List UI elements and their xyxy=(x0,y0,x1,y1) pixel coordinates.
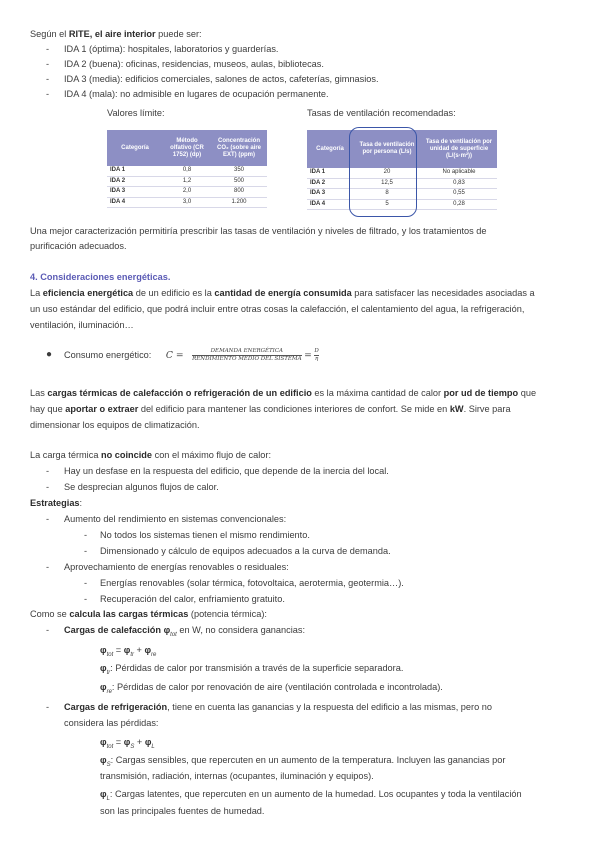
refrigeracion-def-latente-2: son las principales fuentes de humedad. xyxy=(100,806,265,816)
eficiencia-line-1: La eficiencia energética de un edificio es la cantidad de energía consumida para satisfacer las necesidades asociadas a xyxy=(30,288,535,298)
list-item: No todos los sistemas tienen el mismo rendimiento. xyxy=(100,530,310,540)
calefaccion-def-1: $\varphi_{tr}$: Pérdidas de calor por transmisión a través de la superficie separadora. xyxy=(100,663,404,676)
table-header: Categoría xyxy=(107,130,163,166)
consumo-formula: Consumo energético: C = $\frac{\text{DEMANDA ENERGÉTICA}}{\text{RENDIMIENTO MEDIO DEL SISTEMA}}$ = $\frac{D}{\eta}$ xyxy=(64,348,319,363)
refrigeracion-def-latente-1: $\varphi_L$: Cargas latentes, que repercuten en un aumento de la humedad. Los ocupantes y toda la ventilación xyxy=(100,789,522,802)
paragraph-caracterizacion-1: Una mejor caracterización permitiría prescribir las tasas de ventilación y niveles de filtrado, y los tratamientos de xyxy=(30,226,487,236)
refrigeracion-equation: $\varphi_{tot} = \varphi_S + \varphi_L$ xyxy=(100,737,155,750)
highlight-circle xyxy=(349,127,417,217)
list-item: IDA 2 (buena): oficinas, residencias, museos, aulas, bibliotecas. xyxy=(64,59,324,69)
table-valores-limite xyxy=(107,130,267,208)
calculo-line: Como se calcula las cargas térmicas (potencia térmica): xyxy=(30,609,267,619)
eficiencia-line-2: un uso estándar del edificio, que podrá incluir entre otras cosas la calefacción, el calentamiento del agua, la refrigeración, xyxy=(30,304,525,314)
table-row: IDA 4 5 0,28 xyxy=(307,199,497,210)
refrigeracion-def-sensible-2: transmisión, radiación, internas (ocupantes, iluminación y equipos). xyxy=(100,771,374,781)
table-row: IDA 2 1,2 500 xyxy=(107,176,267,187)
list-item: IDA 1 (óptima): hospitales, laboratorios y guarderías. xyxy=(64,44,279,54)
table-header: Tasa de ventilación por unidad de superficie (L/(s·m²)) xyxy=(421,130,497,168)
bullet-dot: ● xyxy=(46,349,53,360)
table-row: IDA 4 3,0 1.200 xyxy=(107,197,267,208)
list-item: IDA 3 (media): edificios comerciales, salones de actos, cafeterías, gimnasios. xyxy=(64,74,379,84)
no-coincide-line: La carga térmica no coincide con el máximo flujo de calor: xyxy=(30,450,272,460)
list-item: Recuperación del calor, enfriamiento gratuito. xyxy=(100,594,285,604)
calefaccion-equation: $\varphi_{tot} = \varphi_{tr} + \varphi_{re}$ xyxy=(100,645,157,658)
table2-caption: Tasas de ventilación recomendadas: xyxy=(307,108,456,118)
refrigeracion-def-sensible-1: $\varphi_S$: Cargas sensibles, que repercuten en un aumento de la temperatura. Incluyen las ganancias por xyxy=(100,755,506,768)
calefaccion-line: Cargas de calefacción $\varphi_{tot}$ en W, no considera ganancias: xyxy=(64,625,306,638)
refrigeracion-line-2: considera las pérdidas: xyxy=(64,718,159,728)
list-item: IDA 4 (mala): no admisible en lugares de ocupación permanente. xyxy=(64,89,329,99)
table-row: IDA 3 2,0 800 xyxy=(107,187,267,198)
list-item: Dimensionado y cálculo de equipos adecuados a la curva de demanda. xyxy=(100,546,391,556)
list-item: Se desprecian algunos flujos de calor. xyxy=(64,482,219,492)
table-row: IDA 1 20 No aplicable xyxy=(307,168,497,178)
table-row: IDA 1 0,8 350 xyxy=(107,166,267,176)
paragraph-caracterizacion-2: purificación adecuados. xyxy=(30,241,127,251)
table-header: Método olfativo (CR 1752) (dp) xyxy=(163,130,211,166)
eficiencia-line-3: ventilación, iluminación… xyxy=(30,320,134,330)
table-row: IDA 3 8 0,55 xyxy=(307,189,497,200)
cargas-line-1: Las cargas térmicas de calefacción o refrigeración de un edificio es la máxima cantidad de calor por ud de tiempo que xyxy=(30,388,537,398)
intro-line: Según el RITE, el aire interior puede ser: xyxy=(30,29,202,39)
table1-caption: Valores límite: xyxy=(107,108,165,118)
table-row: IDA 2 12,5 0,83 xyxy=(307,178,497,189)
list-item: Energías renovables (solar térmica, fotovoltaica, aerotermia, geotermia…). xyxy=(100,578,404,588)
calefaccion-def-2: $\varphi_{re}$: Pérdidas de calor por renovación de aire (ventilación controlada e incontrolada). xyxy=(100,682,443,695)
table-header: Categoría xyxy=(307,130,353,168)
list-item: Aumento del rendimiento en sistemas convencionales: xyxy=(64,514,287,524)
table-header: Tasa de ventilación por persona (L/s) xyxy=(353,130,421,168)
table-header: Concentración CO₂ (sobre aire EXT) (ppm) xyxy=(211,130,267,166)
cargas-line-3: dimensionar los equipos de climatización. xyxy=(30,420,200,430)
estrategias-title: Estrategias: xyxy=(30,498,83,508)
cargas-line-2: hay que aportar o extraer del edificio para mantener las condiciones interiores de confort. Se mide en kW. Sirve para xyxy=(30,404,511,414)
list-item: Aprovechamiento de energías renovables o residuales: xyxy=(64,562,289,572)
section-title: 4. Consideraciones energéticas. xyxy=(30,272,171,282)
refrigeracion-line-1: Cargas de refrigeración, tiene en cuenta las ganancias y la respuesta del edificio a las mismas, pero no xyxy=(64,702,492,712)
list-item: Hay un desfase en la respuesta del edificio, que depende de la inercia del local. xyxy=(64,466,389,476)
